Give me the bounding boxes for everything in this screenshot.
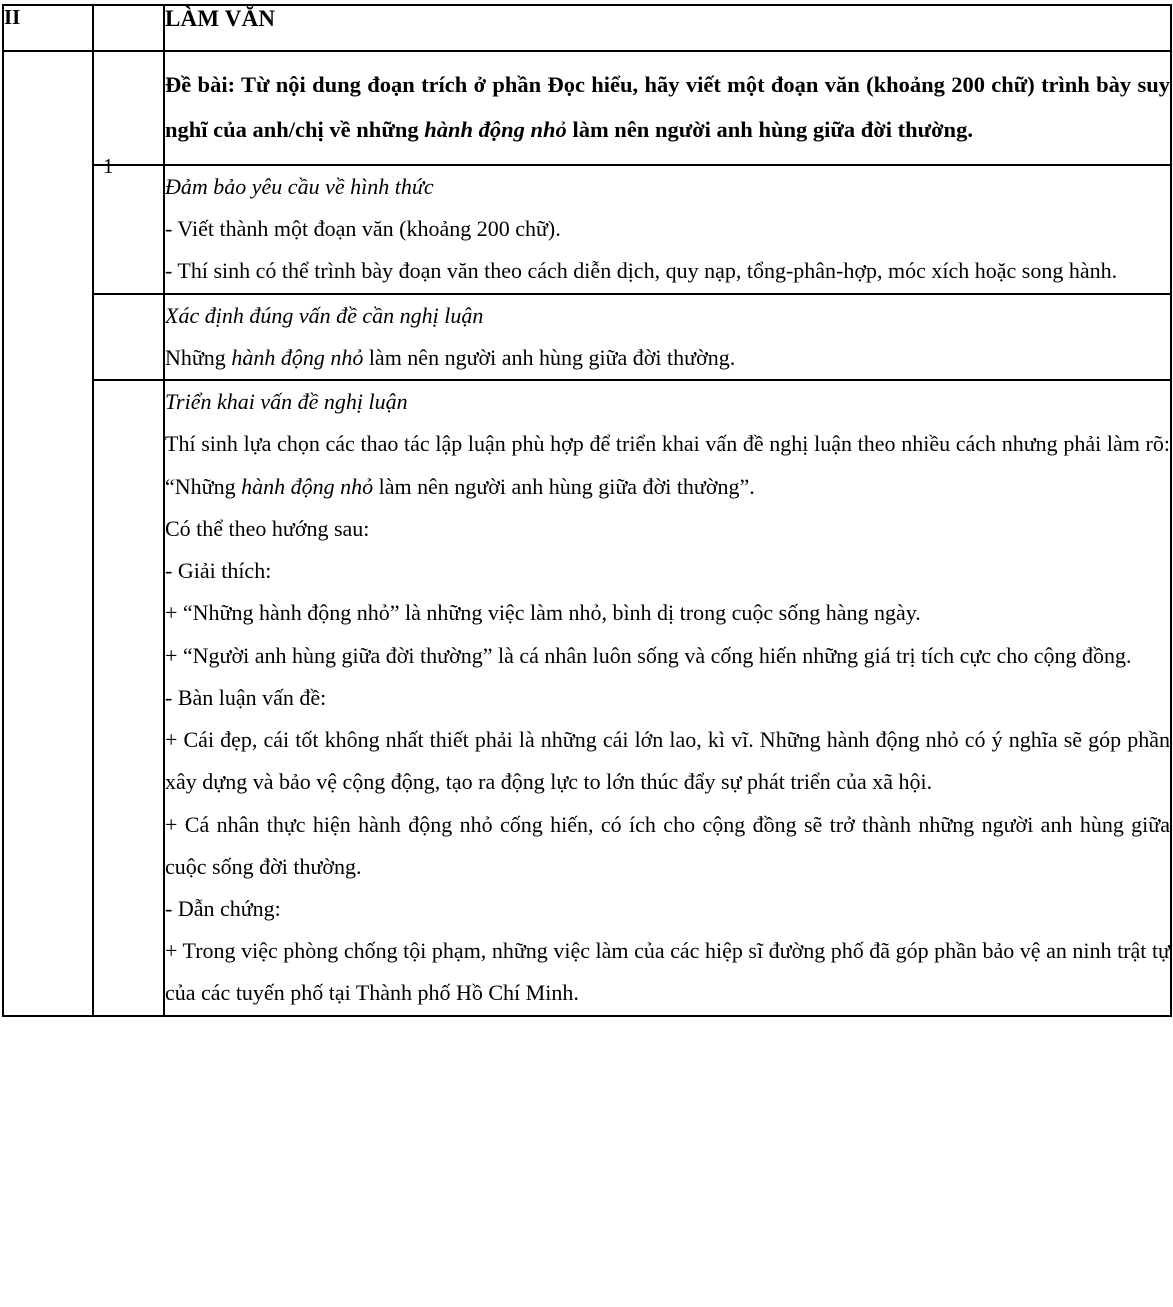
prompt-text-after: làm nên người anh hùng giữa đời thường. <box>566 117 973 142</box>
criterion-topic-cell <box>164 294 1171 380</box>
development-point: + “Những hành động nhỏ” là những việc làm nhỏ, bình dị trong cuộc sống hàng ngày. <box>165 600 921 626</box>
criterion-development-direction: Có thể theo hướng sau: <box>165 515 370 541</box>
criterion-topic-after: làm nên người anh hùng giữa đời thường. <box>363 344 736 370</box>
table-row-criterion-form <box>3 165 1171 294</box>
answer-key-table <box>2 4 1172 1017</box>
development-intro-italic: hành động nhỏ <box>241 473 374 499</box>
table-row-criterion-development <box>3 380 1171 1016</box>
development-intro-before: Thí sinh lựa chọn các thao tác lập luận phù hợp để triển khai vấn đề nghị luận theo nhiều cách nhưng phải làm rõ: “Những <box>165 431 1170 499</box>
criterion-topic-number-cell <box>93 294 164 380</box>
development-point: + Cá nhân thực hiện hành động nhỏ cống hiến, có ích cho cộng đồng sẽ trở thành những người anh hùng giữa cuộc sống đời thường. <box>165 811 1170 879</box>
development-point: + Cái đẹp, cái tốt không nhất thiết phải là những cái lớn lao, kì vĩ. Những hành động nhỏ có ý nghĩa sẽ góp phần xây dựng và bảo vệ cộng động, tạo ra động lực to lớn thúc đẩy sự phát triển của xã hội. <box>165 727 1170 795</box>
table-row-section-header <box>3 5 1171 51</box>
criterion-topic-heading: Xác định đúng vấn đề cần nghị luận <box>165 302 484 328</box>
question-number-label: 1 <box>103 154 114 178</box>
prompt-italic-phrase: hành động nhỏ <box>424 117 567 142</box>
section-number-cell: II <box>3 5 93 51</box>
section-number-spacer-cell <box>3 51 93 1016</box>
criterion-form-number-cell <box>93 165 164 294</box>
criterion-development-intro <box>165 423 1170 507</box>
table-row-criterion-topic <box>3 294 1171 380</box>
table-row-prompt <box>3 51 1171 165</box>
criterion-form-line-2: - Thí sinh có thể trình bày đoạn văn theo cách diễn dịch, quy nạp, tổng-phân-hợp, móc xích hoặc song hành. <box>165 258 1118 284</box>
criterion-development-cell <box>164 380 1171 1016</box>
criterion-development-heading: Triển khai vấn đề nghị luận <box>165 389 408 415</box>
criterion-topic-body <box>165 337 1170 379</box>
section-title-cell: LÀM VĂN <box>164 5 1171 51</box>
section-header-blank-cell <box>93 5 164 51</box>
prompt-paragraph <box>165 62 1170 152</box>
development-point: - Bàn luận vấn đề: <box>165 684 327 710</box>
document-page <box>0 4 1173 1307</box>
criterion-topic-italic: hành động nhỏ <box>231 344 364 370</box>
prompt-cell <box>164 51 1171 165</box>
development-point: + Trong việc phòng chống tội phạm, những việc làm của các hiệp sĩ đường phố đã góp phần bảo vệ an ninh trật tự của các tuyến phố tại Thành phố Hồ Chí Minh. <box>165 938 1170 1006</box>
criterion-topic-before: Những <box>165 344 232 370</box>
development-point: - Dẫn chứng: <box>165 895 281 921</box>
development-point: - Giải thích: <box>165 558 272 584</box>
question-number-cell <box>93 51 164 178</box>
criterion-form-cell <box>164 165 1171 294</box>
criterion-form-line-1: - Viết thành một đoạn văn (khoảng 200 chữ). <box>165 216 561 242</box>
criterion-development-number-cell <box>93 380 164 1016</box>
development-intro-after: làm nên người anh hùng giữa đời thường”. <box>373 473 755 499</box>
development-point: + “Người anh hùng giữa đời thường” là cá nhân luôn sống và cống hiến những giá trị tích cực cho cộng đồng. <box>165 642 1132 668</box>
criterion-form-heading: Đảm bảo yêu cầu về hình thức <box>165 174 434 199</box>
prompt-label: Đề bài: <box>165 72 236 97</box>
prompt-text-before: Từ nội dung đoạn trích ở phần Đọc hiểu, hãy viết một đoạn văn (khoảng 200 chữ) trình bày suy nghĩ của anh/chị về những <box>165 72 1170 142</box>
